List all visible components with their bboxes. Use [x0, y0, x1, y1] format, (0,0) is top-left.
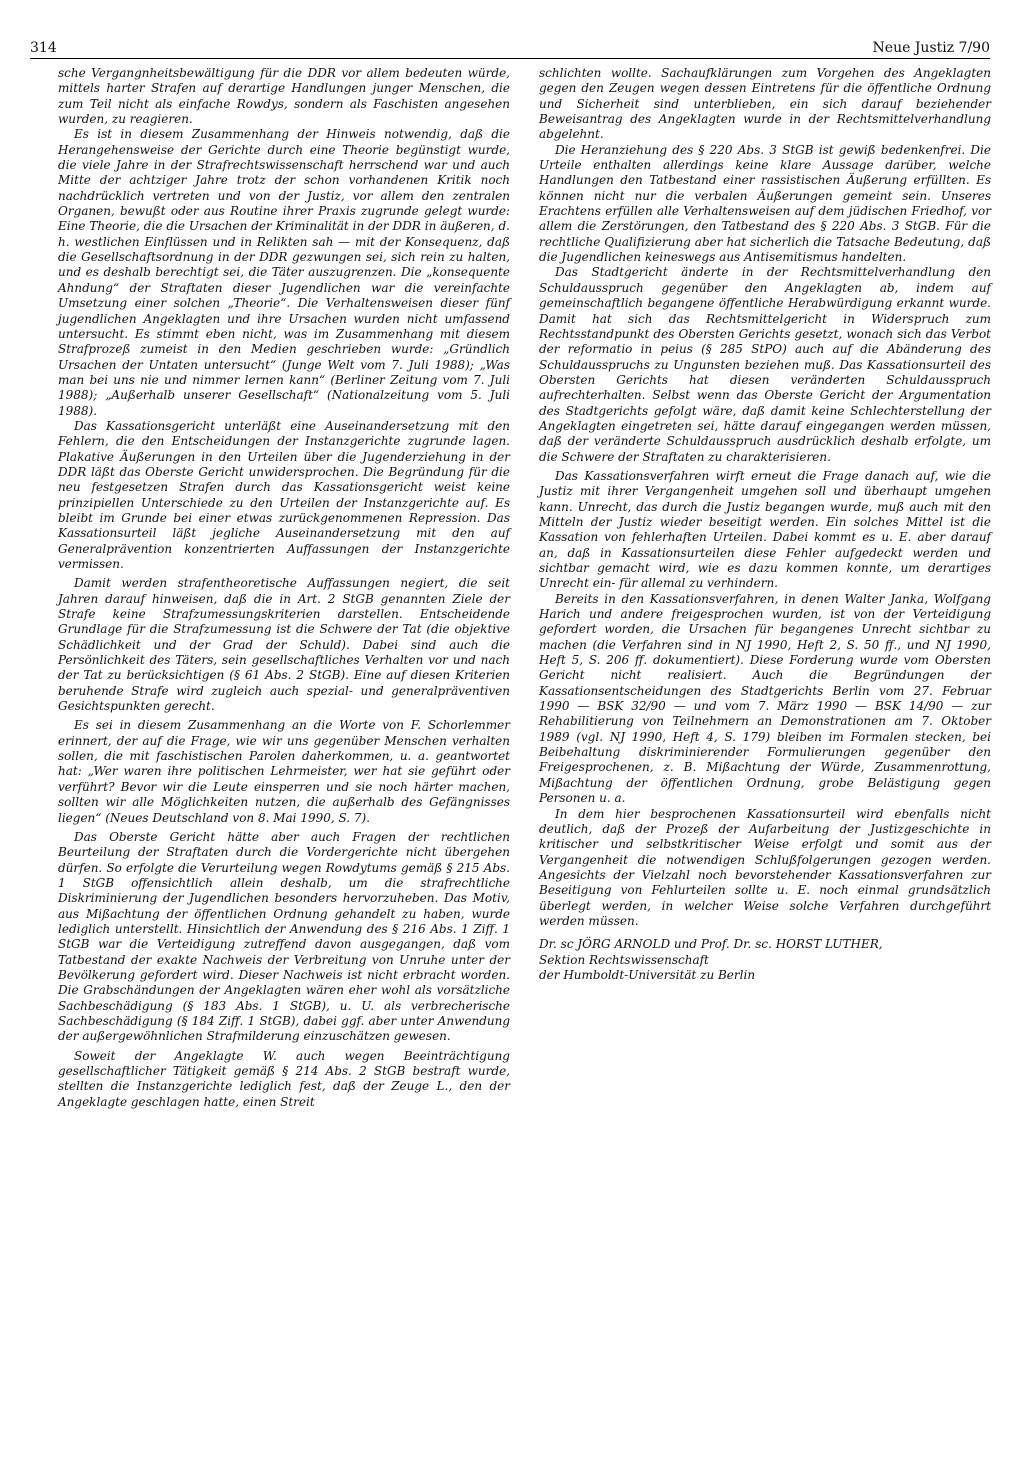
paragraph: Damit werden strafentheoretische Auffassungen negiert, die seit Jahren darauf hinweisen, daß die in Art. 2 StGB genannten Ziele der Strafe keine Strafzumessungskriterien darstellen. Entscheidende Grundlage für die Strafzumessung ist die Schwere der Tat (die objektive Schädlichkeit und der Grad der Schuld). Dabei sind auch die Persönlichkeit des Täters, sein gesellschaftliches Verhalten vor und nach der Tat zu berücksichtigen (§ 61 Abs. 2 StGB). Eine auf diesen Kriterien beruhende Strafe wird zugleich auch spezial- und generalpräventiven Gesichtspunkten gerecht.	[58, 576, 510, 714]
paragraph: Die Heranziehung des § 220 Abs. 3 StGB ist gewiß bedenkenfrei. Die Urteile enthalten allerdings keine klare Aussage darüber, welche Handlungen den Tatbestand einer rassistischen Äußerung erfüllten. Es können nicht nur die verbalen Äußerungen gemeint sein. Unseres Erachtens erfüllen alle Verhaltensweisen auf dem jüdischen Friedhof, vor allem die Zerstörungen, den Tatbestand des § 220 Abs. 3 StGB. Für die rechtliche Qualifizierung aber hat sicherlich die Tatsache Bedeutung, daß die Jugendlichen keineswegs aus Antisemitismus handelten.	[539, 142, 991, 265]
author-university: der Humboldt-Universität zu Berlin	[539, 967, 756, 982]
author-department: Sektion Rechtswissenschaft	[539, 952, 709, 967]
author-names: Dr. sc JÖRG ARNOLD und Prof. Dr. sc. HORST LUTHER,	[539, 937, 883, 952]
journal-issue: Neue Justiz 7/90	[872, 40, 990, 56]
page-header	[30, 34, 990, 60]
left-column	[58, 66, 510, 1110]
author-signature	[539, 937, 991, 983]
paragraph: Das Kassationsgericht unterläßt eine Auseinandersetzung mit den Fehlern, die den Entscheidungen der Instanzgerichte zugrunde lagen. Plakative Äußerungen in den Urteilen über die Jugenderziehung in der DDR läßt das Oberste Gericht unwidersprochen. Die Begründung für die neu festgesetzen Strafen durch das Kassationsgericht weist keine prinzipiellen Unterschiede zu den Urteilen der Instanzgerichte auf. Es bleibt im Grunde bei einer etwas zurückgenommenen Repression. Das Kassationsurteil läßt jegliche Auseinandersetzung mit den auf Generalprävention konzentrierten Auffassungen der Instanzgerichte vermissen.	[58, 418, 510, 571]
paragraph: In dem hier besprochenen Kassationsurteil wird ebenfalls nicht deutlich, daß der Prozeß der Aufarbeitung der Justizgeschichte in kritischer und selbstkritischer Weise erfolgt und somit aus der Vergangenheit die notwendigen Schlußfolgerungen gezogen werden. Angesichts der Vielzahl noch bevorstehender Kassationsverfahren zur Beseitigung von Fehlurteilen sollte u. E. noch einmal grundsätzlich überlegt werden, in welcher Weise solche Verfahren durchgeführt werden müssen.	[539, 806, 991, 928]
paragraph: Das Kassationsverfahren wirft erneut die Frage danach auf, wie die Justiz mit ihrer Vergangenheit umgehen soll und überhaupt umgehen kann. Unrecht, das durch die Justiz begangen wurde, muß auch mit den Mitteln der Justiz wieder beseitigt werden. Ein solches Mittel ist die Kassation von fehlerhaften Urteilen. Dabei kommt es u. E. aber darauf an, daß in Kassationsurteilen diese Fehler aufgedeckt werden und sichtbar gemacht wird, wie es dazu kommen konnte, um derartiges Unrecht ein- für allemal zu verhindern.	[539, 468, 991, 591]
paragraph: Das Stadtgericht änderte in der Rechtsmittelverhandlung den Schuldausspruch gegenüber den Angeklagten ab, indem auf gemeinschaftlich begangene öffentliche Herabwürdigung erkannt wurde. Damit hat sich das Rechtsmittelgericht in Widerspruch zum Rechtsstandpunkt des Obersten Gerichts gesetzt, wonach sich das Verbot der reformatio in peius (§ 285 StPO) auch auf die Abänderung des Schuldausspruchs zu Ungunsten beziehen muß. Das Kassationsurteil des Obersten Gerichts hat diesen veränderten Schuldausspruch aufrechterhalten. Selbst wenn das Oberste Gericht der Argumentation des Stadtgerichts gefolgt wäre, daß damit keine Schlechterstellung der Angeklagten eingetreten sei, hätte darauf eingegangen werden müssen, daß der veränderte Schuldausspruch ausdrücklich deshalb erfolgte, um die Schwere der Straftaten zu charakterisieren.	[539, 265, 991, 464]
paragraph: Bereits in den Kassationsverfahren, in denen Walter Janka, Wolfgang Harich und andere freigesprochen wurden, ist von der Verteidigung gefordert worden, die Ursachen für begangenes Unrecht sichtbar zu machen (die Verfahren sind in NJ 1990, Heft 2, S. 50 ff., und NJ 1990, Heft 5, S. 206 ff. dokumentiert). Diese Forderung wurde vom Obersten Gericht nicht realisiert. Auch die Begründungen der Kassationsentscheidungen des Stadtgerichts Berlin vom 27. Februar 1990 — BSK 32/90 — und vom 7. März 1990 — BSK 14/90 — zur Rehabilitierung von Teilnehmern an Demonstrationen am 7. Oktober 1989 (vgl. NJ 1990, Heft 4, S. 179) bleiben im Formalen stecken, bei Beibehaltung diskriminierender Formulierungen gegenüber den Freigesprochenen, z. B. Mißachtung der Würde, Zusammenrottung, Mißachtung der öffentlichen Ordnung, grobe Belästigung gegen Personen u. a.	[539, 591, 991, 806]
paragraph: schlichten wollte. Sachaufklärungen zum Vorgehen des Angeklagten gegen den Zeugen wegen dessen Eintretens für die öffentliche Ordnung und Sicherheit sind unterblieben, ein sich darauf beziehender Beweisantrag des Angeklagten wurde in der Rechtsmittelverhandlung abgelehnt.	[539, 66, 991, 142]
paragraph: Das Oberste Gericht hätte aber auch Fragen der rechtlichen Beurteilung der Straftaten durch die Vordergerichte nicht übergehen dürfen. So erfolgte die Verurteilung wegen Rowdytums gemäß § 215 Abs. 1 StGB offensichtlich allein deshalb, um die strafrechtliche Diskriminierung der Jugendlichen besonders hervorzuheben. Das Motiv, aus Mißachtung der öffentlichen Ordnung gehandelt zu haben, wurde lediglich unterstellt. Hinsichtlich der Anwendung des § 216 Abs. 1 Ziff. 1 StGB war die Verteidigung zutreffend davon ausgegangen, daß vom Tatbestand der exakte Nachweis der Verbreitung von Unruhe unter der Bevölkerung gefordert wird. Dieser Nachweis ist nicht erbracht worden. Die Grabschändungen der Angeklagten wären eher wohl als vorsätzliche Sachbeschädigung (§ 183 Abs. 1 StGB), u. U. als verbrecherische Sachbeschädigung (§ 184 Ziff. 1 StGB), dabei ggf. aber unter Anwendung der außergewöhnlichen Strafmilderung einzuschätzen gewesen.	[58, 829, 510, 1044]
paragraph: Soweit der Angeklagte W. auch wegen Beeinträchtigung gesellschaftlicher Tätigkeit gemäß § 214 Abs. 2 StGB bestraft wurde, stellten die Instanzgerichte lediglich fest, daß der Zeuge L., den der Angeklagte geschlagen hatte, einen Streit	[58, 1048, 510, 1109]
page-number: 314	[30, 40, 57, 56]
paragraph: Es sei in diesem Zusammenhang an die Worte von F. Schorlemmer erinnert, der auf die Frage, wie wir uns gegenüber Menschen verhalten sollen, die mit faschistischen Parolen daherkommen, u. a. geantwortet hat: „Wer waren ihre politischen Lehrmeister, wer hat sie geführt oder verführt? Bevor wir die Leute einsperren und sie noch härter machen, sollten wir alle Möglichkeiten nutzen, die außerhalb des Gefängnisses liegen“ (Neues Deutschland von 8. Mai 1990, S. 7).	[58, 718, 510, 825]
paragraph: sche Vergangnheitsbewältigung für die DDR vor allem bedeuten würde, mittels harter Strafen auf derartige Handlungen junger Menschen, die zum Teil nicht als einfache Rowdys, sondern als Faschisten angesehen wurden, zu reagieren.	[58, 66, 510, 127]
header-rule	[30, 58, 990, 59]
paragraph: Es ist in diesem Zusammenhang der Hinweis notwendig, daß die Herangehensweise der Gerichte durch eine Theorie begünstigt wurde, die viele Jahre in der Strafrechtswissenschaft herrschend war und auch Mitte der achtziger Jahre trotz der schon vorhandenen Kritik noch nachdrücklich vertreten und von der Justiz, vor allem den zentralen Organen, bewußt oder aus Routine ihrer Praxis zugrunde gelegt wurde: Eine Theorie, die die Ursachen der Kriminalität in der DDR in äußeren, d. h. westlichen Einflüssen und in Relikten sah — mit der Konsequenz, daß die Gesellschaftsordnung in der DDR gezwungen sei, sich rein zu halten, und es deshalb berechtigt sei, die Täter auszugrenzen. Die „konsequente Ahndung“ der Straftaten dieser Jugendlichen war die vereinfachte Umsetzung einer solchen „Theorie“. Die Verhaltensweisen dieser fünf jugendlichen Angeklagten und ihre Ursachen wurden nicht umfassend untersucht. Es stimmt eben nicht, was im Zusammenhang mit diesem Strafprozeß zumeist in den Medien geschrieben wurde: „Gründlich Ursachen der Untaten untersucht“ (Junge Welt vom 7. Juli 1988); „Was man bei uns nie und nimmer lernen kann“ (Berliner Zeitung vom 7. Juli 1988); „Außerhalb unserer Gesellschaft“ (Nationalzeitung vom 5. Juli 1988).	[58, 127, 510, 418]
right-column	[539, 66, 991, 983]
